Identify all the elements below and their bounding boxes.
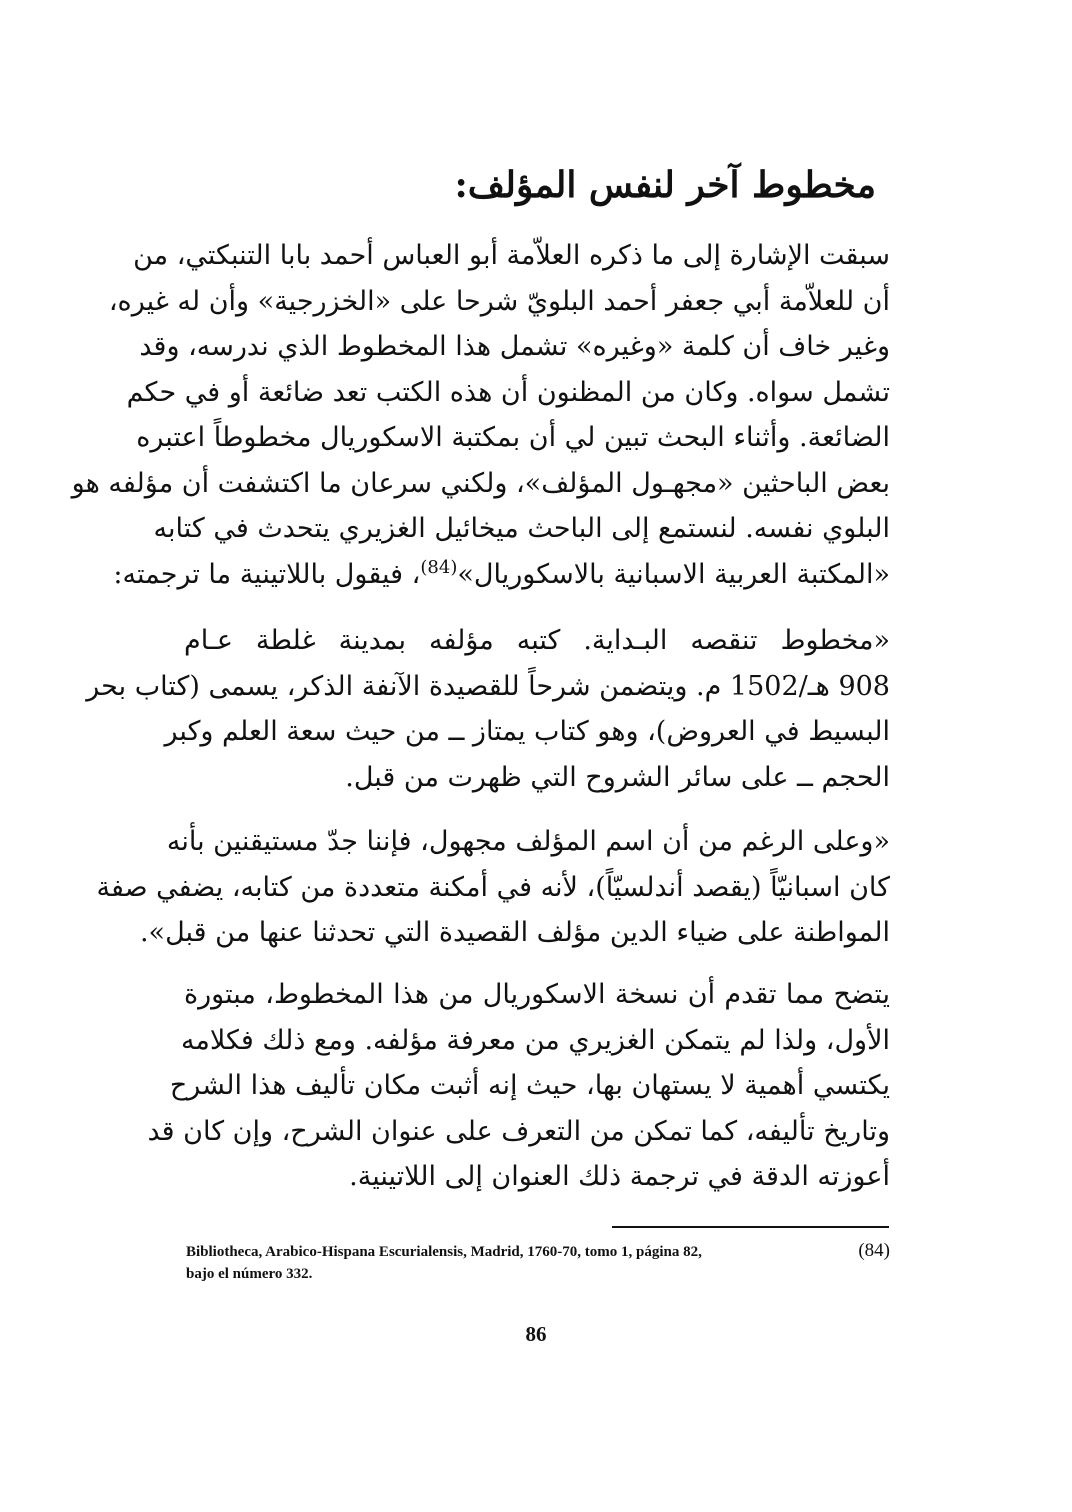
footnote-first-row — [186, 1240, 890, 1263]
paragraph-line: 908 هـ/1502 م. ويتضمن شرحاً للقصيدة الآنفة الذكر، يسمى (كتاب بحر — [86, 670, 890, 702]
quote-paragraph-1 — [86, 618, 890, 800]
footnote-divider — [612, 1226, 889, 1228]
paragraph-line-ending: ، فيقول باللاتينية ما ترجمته: — [113, 558, 421, 590]
paragraph-line: «مخطوط تنقصه البـداية. كتبه مؤلفه بمدينة غلطة عـام — [184, 625, 890, 656]
paragraph-line: وتاريخ تأليفه، كما تمكن من التعرف على عنوان الشرح، وإن كان قد — [147, 1115, 890, 1147]
paragraph-line: أعوزته الدقة في ترجمة ذلك العنوان إلى اللاتينية. — [349, 1161, 890, 1192]
footnote-number: (84) — [858, 1240, 890, 1261]
section-heading: مخطوط آخر لنفس المؤلف: — [454, 164, 876, 206]
paragraph-line: كان اسبانيّاً (يقصد أندلسيّاً)، لأنه في أمكنة متعددة من كتابه، يضفي صفة — [96, 871, 890, 903]
paragraph-line-with-footnote-ref — [113, 552, 890, 598]
paragraph-line: وغير خاف أن كلمة «وغيره» تشمل هذا المخطوط الذي ندرسه، وقد — [139, 331, 890, 362]
paragraph-line: الأول، ولذا لم يتمكن الغزيري من معرفة مؤلفه. ومع ذلك فكلامه — [180, 1024, 890, 1056]
paragraph-conclusion — [147, 972, 890, 1200]
paragraph-line: البلوي نفسه. لنستمع إلى الباحث ميخائيل الغزيري يتحدث في كتابه — [153, 513, 890, 544]
paragraph-line: سبقت الإشارة إلى ما ذكره العلاّمة أبو العباس أحمد بابا التنبكتي، من — [133, 240, 890, 271]
paragraph-line: يتضح مما تقدم أن نسخة الاسكوريال من هذا المخطوط، مبتورة — [184, 979, 890, 1010]
page-number: 86 — [525, 1322, 547, 1346]
book-title-text: «المكتبة العربية الاسبانية بالاسكوريال» — [457, 558, 890, 590]
paragraph-line: المواطنة على ضياء الدين مؤلف القصيدة التي تحدثنا عنها من قبل». — [139, 917, 890, 948]
paragraph-line: أن للعلاّمة أبي جعفر أحمد البلويّ شرحا على «الخزرجية» وأن له غيره، — [108, 285, 890, 317]
paragraph-line: بعض الباحثين «مجهـول المؤلف»، ولكني سرعان ما اكتشفت أن مؤلفه هو — [71, 467, 890, 499]
paragraph-line: الضائعة. وأثناء البحث تبين لي أن بمكتبة الاسكوريال مخطوطاً اعتبره — [136, 422, 890, 453]
footnote-text-line: bajo el número 332. — [186, 1266, 313, 1282]
footnote-reference: (84) — [420, 556, 458, 578]
paragraph-line: تشمل سواه. وكان من المظنون أن هذه الكتب تعد ضائعة أو في حكم — [126, 376, 890, 408]
footnote-text-line: Bibliotheca, Arabico-Hispana Escurialensis, Madrid, 1760-70, tomo 1, página 82, — [186, 1244, 702, 1260]
paragraph-line: الحجم ــ على سائر الشروح التي ظهرت من قبل. — [345, 761, 890, 793]
paragraph-line: يكتسي أهمية لا يستهان بها، حيث إنه أثبت مكان تأليف هذا الشرح — [169, 1070, 890, 1101]
quote-paragraph-2 — [96, 819, 890, 956]
paragraph-line: البسيط في العروض)، وهو كتاب يمتاز ــ من حيث سعة العلم وكبر — [164, 716, 890, 747]
footnote — [186, 1240, 890, 1285]
paragraph-line: «وعلى الرغم من أن اسم المؤلف مجهول، فإننا جدّ مستيقنين بأنه — [166, 826, 890, 857]
paragraph-1 — [71, 233, 890, 597]
